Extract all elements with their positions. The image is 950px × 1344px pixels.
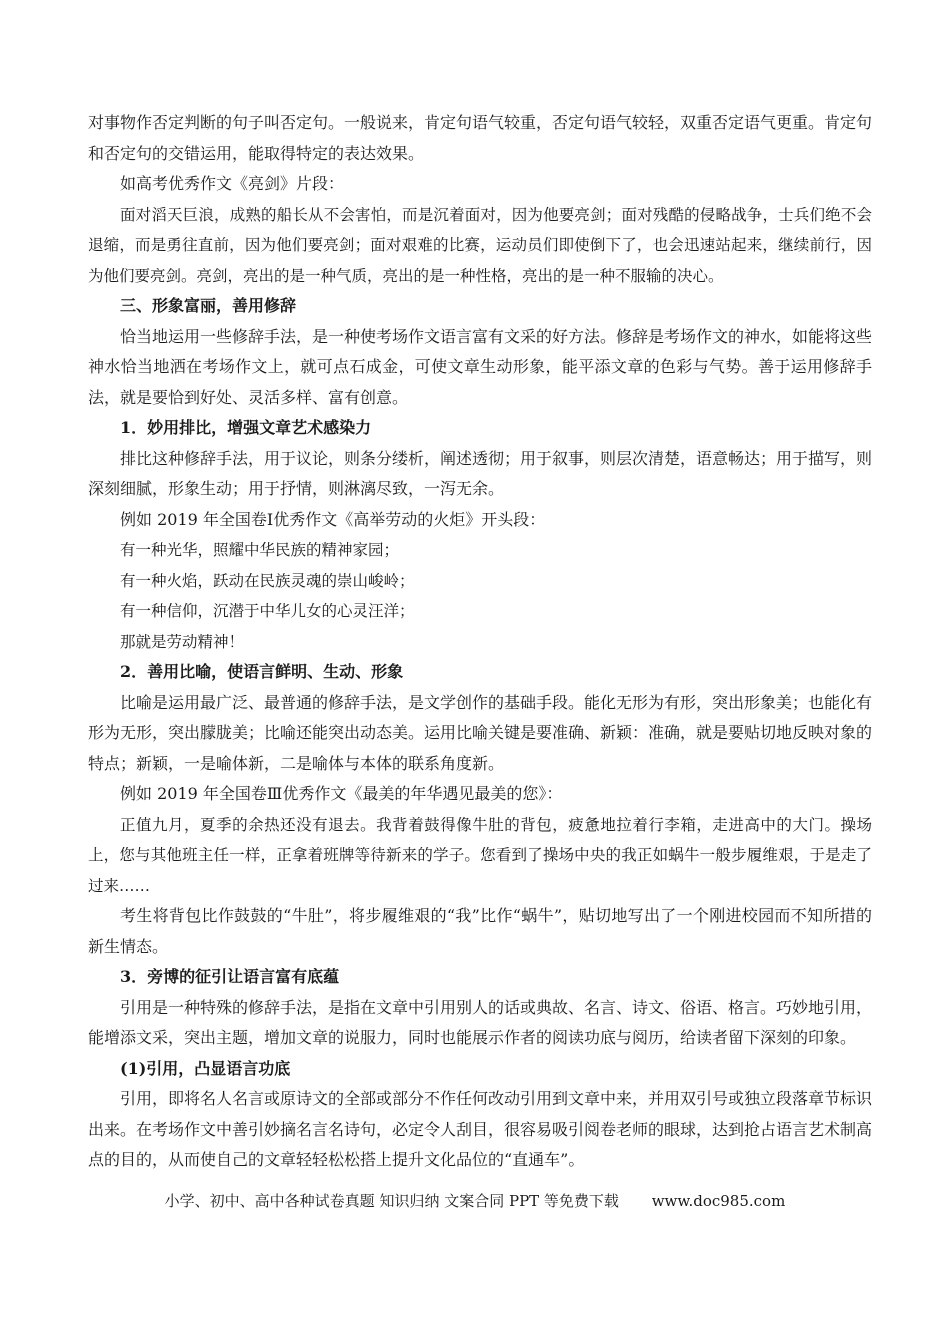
quoted-excerpt: 正值九月，夏季的余热还没有退去。我背着鼓得像牛肚的背包，疲惫地拉着行李箱，走进高中的大门。操场上，您与其他班主任一样，正拿着班牌等待新来的学子。您看到了操场中央的我正如蜗牛一般步履维艰，于是走了过来…… xyxy=(88,815,872,895)
body-paragraph: 如高考优秀作文《亮剑》片段： xyxy=(120,174,345,193)
section-heading: 3．旁博的征引让语言富有底蕴 xyxy=(120,967,340,986)
footer-text: 小学、初中、高中各种试卷真题 知识归纳 文案合同 PPT 等免费下载 xyxy=(164,1192,619,1210)
body-paragraph: 考生将背包比作鼓鼓的“牛肚”，将步履维艰的“我”比作“蜗牛”，贴切地写出了一个刚进校园而不知所措的新生情态。 xyxy=(88,906,872,956)
footer-url[interactable]: www.doc985.com xyxy=(651,1192,786,1210)
body-paragraph: 恰当地运用一些修辞手法，是一种使考场作文语言富有文采的好方法。修辞是考场作文的神水，如能将这些神水恰当地洒在考场作文上，就可点石成金，可使文章生动形象，能平添文章的色彩与气势。善于运用修辞手法，就是要恰到好处、灵活多样、富有创意。 xyxy=(88,326,873,407)
section-heading: (1)引用，凸显语言功底 xyxy=(120,1058,291,1078)
body-paragraph: 例如 2019 年全国卷Ⅰ优秀作文《高举劳动的火炬》开头段： xyxy=(120,509,546,529)
poem-line: 有一种信仰，沉潜于中华儿女的心灵汪洋； xyxy=(120,602,415,620)
page-footer xyxy=(0,1190,950,1211)
poem-line: 那就是劳动精神！ xyxy=(120,632,245,651)
body-paragraph: 对事物作否定判断的句子叫否定句。一般说来，肯定句语气较重，否定句语气较轻，双重否定语气更重。肯定句和否定句的交错运用，能取得特定的表达效果。 xyxy=(88,113,873,163)
document-body xyxy=(88,108,872,1176)
body-paragraph: 引用是一种特殊的修辞手法，是指在文章中引用别人的话或典故、名言、诗文、俗语、格言。巧妙地引用，能增添文采，突出主题，增加文章的说服力，同时也能展示作者的阅读功底与阅历，给读者留下深刻的印象。 xyxy=(88,997,873,1047)
section-heading: 三、形象富丽，善用修辞 xyxy=(120,296,297,315)
body-paragraph: 比喻是运用最广泛、最普通的修辞手法，是文学创作的基础手段。能化无形为有形，突出形象美；也能化有形为无形，突出朦胧美；比喻还能突出动态美。运用比喻关键是要准确、新颖：准确，就是要贴切地反映对象的特点；新颖，一是喻体新，二是喻体与本体的联系角度新。 xyxy=(88,692,873,773)
body-paragraph: 例如 2019 年全国卷Ⅲ优秀作文《最美的年华遇见最美的您》： xyxy=(120,784,563,803)
quoted-excerpt: 面对滔天巨浪，成熟的船长从不会害怕，而是沉着面对，因为他要亮剑；面对残酷的侵略战争，士兵们绝不会退缩，而是勇往直前，因为他们要亮剑；面对艰难的比赛，运动员们即使倒下了，也会迅速站起来，继续前行，因为他们要亮剑。亮剑，亮出的是一种气质，亮出的是一种性格，亮出的是一种不服输的决心。 xyxy=(88,205,872,285)
section-heading: 1．妙用排比，增强文章艺术感染力 xyxy=(120,418,372,437)
body-paragraph: 排比这种修辞手法，用于议论，则条分缕析，阐述透彻；用于叙事，则层次清楚，语意畅达；用于描写，则深刻细腻，形象生动；用于抒情，则淋漓尽致，一泻无余。 xyxy=(88,448,873,498)
section-heading: 2．善用比喻，使语言鲜明、生动、形象 xyxy=(120,662,404,681)
body-paragraph: 引用，即将名人名言或原诗文的全部或部分不作任何改动引用到文章中来，并用双引号或独立段落章节标识出来。在考场作文中善引妙摘名言名诗句，必定令人刮目，很容易吸引阅卷老师的眼球，达到抢占语言艺术制高点的目的，从而使自己的文章轻轻松松搭上提升文化品位的“直通车”。 xyxy=(88,1089,873,1169)
poem-line: 有一种火焰，跃动在民族灵魂的崇山峻岭； xyxy=(120,571,415,590)
poem-line: 有一种光华，照耀中华民族的精神家园； xyxy=(120,541,400,559)
